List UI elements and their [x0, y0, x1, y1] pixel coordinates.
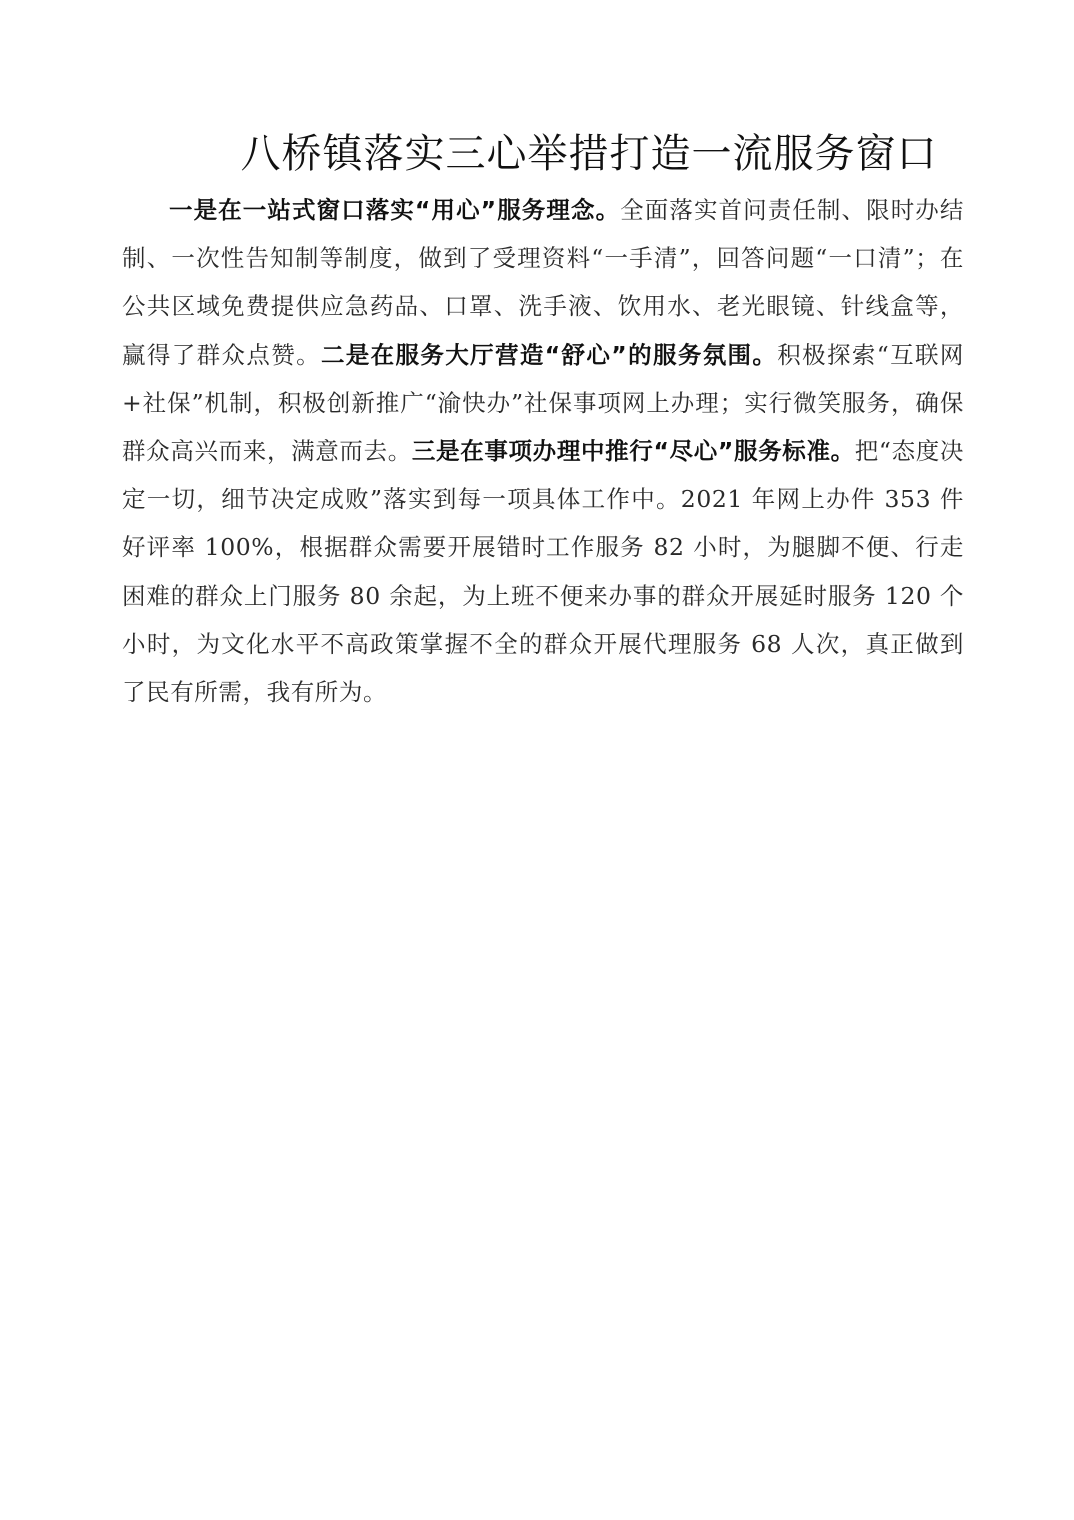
lead-sentence-2: 二是在服务大厅营造“舒心”的服务氛围。: [320, 340, 778, 369]
body-text-3: 把“态度决定一切，细节决定成败”落实到每一项具体工作中。2021 年网上办件 353 件好评率 100%，根据群众需要开展错时工作服务 82 小时，为腿脚不便、行走困难的群众上门服务 80 余起，为上班不便来办事的群众开展延时服务 120 个小时，为文化水平不高政策掌握不全的群众开展代理服务 68 人次，真正做到了民有所需，我有所为。: [122, 437, 965, 707]
lead-sentence-1: 一是在一站式窗口落实“用心”服务理念。: [169, 196, 621, 224]
body-text-2: 积极探索“互联网+社保”机制，积极创新推广“渝快办”社保事项网上办理；实行微笑服务，确保群众高兴而来，满意而去。: [122, 340, 964, 466]
document-title: 八桥镇落实三心举措打造一流服务窗口: [240, 131, 938, 177]
document-paragraph: [122, 186, 964, 716]
body-text-1: 全面落实首问责任制、限时办结制、一次性告知制等制度，做到了受理资料“一手清”，回答问题“一口清”；在公共区域免费提供应急药品、口罩、洗手液、饮用水、老光眼镜、针线盒等，赢得了群众点赞。: [122, 196, 964, 369]
lead-sentence-3: 三是在事项办理中推行“尽心”服务标准。: [411, 437, 855, 466]
